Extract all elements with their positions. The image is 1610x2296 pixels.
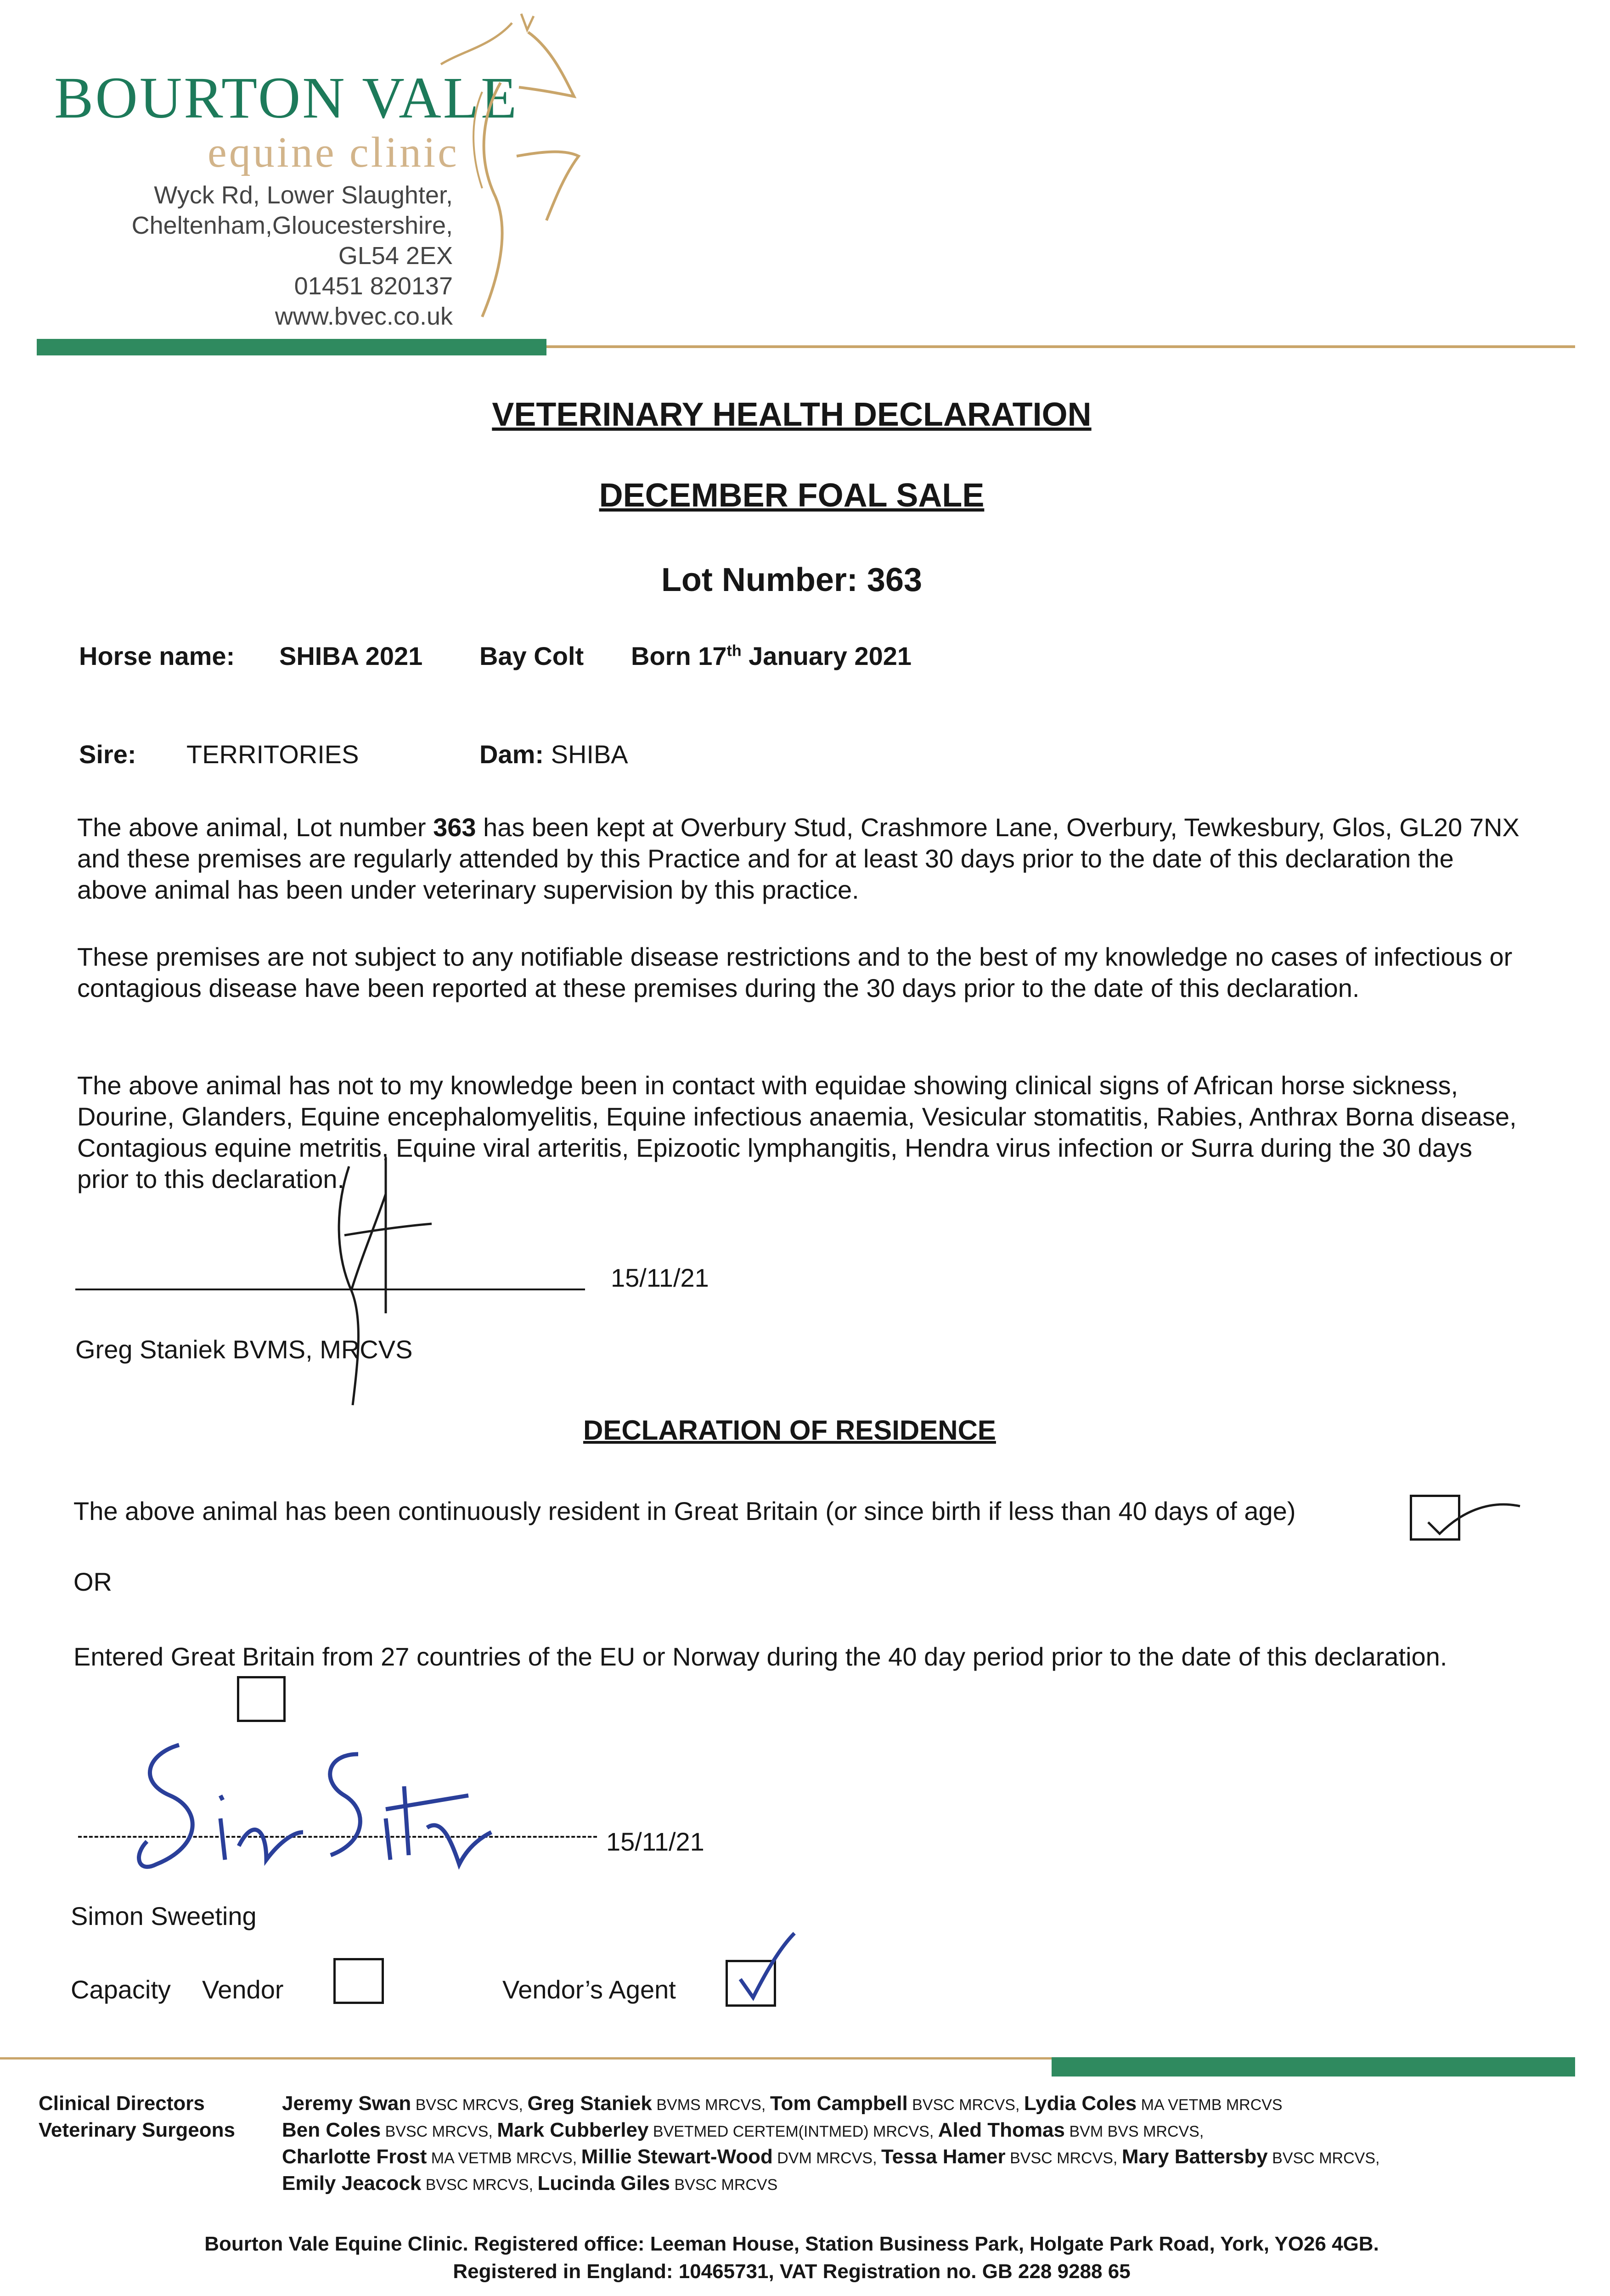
staff-name: Emily Jeacock [282, 2172, 422, 2195]
address-line-3: GL54 2EX [338, 242, 453, 270]
footer-label-directors: Clinical Directors [39, 2092, 205, 2115]
check-mark-icon [1424, 1486, 1525, 1541]
staff-qualification: DVM MRCVS, [772, 2150, 881, 2167]
clinic-name: BOURTON VALE [54, 65, 519, 130]
dam-label: Dam: [479, 740, 544, 769]
staff-name: Greg Staniek [527, 2092, 652, 2115]
company-registration: Registered in England: 10465731, VAT Registration no. GB 228 9288 65 [453, 2260, 1131, 2283]
contact-paragraph: The above animal has not to my knowledge been in contact with equidae showing clinical signs of African horse sickness, Dourine, Glanders, Equine encephalomyelitis, Equine infectious anaemia, Vesicular stomatitis, Rabies, Anthrax Borna disease, Contagious equine metritis, Equine viral arteritis, Epizootic lymphangitis, Hendra virus infection or Surra during the 30 days prior to this declaration. [77, 1071, 1517, 1193]
paragraph-1-end: has been kept at Overbury Stud, Crashmore Lane, Overbury, Tewkesbury, Glos, GL20 7NX and these premises are regularly attended by this Practice and for at least 30 days prior to the date of this declaration the above animal has been under veterinary supervision by this practice. [77, 813, 1520, 904]
residence-title: DECLARATION OF RESIDENCE [583, 1415, 996, 1446]
footer-rule-gold [0, 2057, 1052, 2060]
address-line-2: Cheltenham,Gloucestershire, [131, 212, 453, 239]
staff-qualification: MA VETMB MRCVS [1137, 2096, 1283, 2114]
clinic-subtitle: equine clinic [208, 129, 459, 176]
birth-date-ordinal: th [726, 642, 742, 660]
sire-name: TERRITORIES [186, 740, 359, 769]
staff-name: Lydia Coles [1024, 2092, 1137, 2115]
staff-line-4 [282, 2172, 777, 2195]
or-separator: OR [73, 1567, 112, 1596]
capacity-label: Capacity [71, 1975, 171, 2004]
vet-name: Greg Staniek BVMS, MRCVS [75, 1335, 413, 1364]
staff-qualification: BVSC MRCVS, [907, 2096, 1024, 2114]
document-subtitle: DECEMBER FOAL SALE [599, 477, 985, 514]
staff-name: Charlotte Frost [282, 2145, 427, 2168]
vet-signature [317, 1139, 455, 1414]
staff-name: Millie Stewart-Wood [581, 2145, 773, 2168]
staff-name: Lucinda Giles [537, 2172, 670, 2195]
website: www.bvec.co.uk [275, 303, 453, 330]
horse-description: Bay Colt [479, 642, 584, 670]
paragraph-1-start: The above animal, Lot number [77, 813, 433, 842]
staff-name: Jeremy Swan [282, 2092, 411, 2115]
staff-qualification: MA VETMB MRCVS, [427, 2150, 581, 2167]
staff-qualification: BVMS MRCVS, [652, 2096, 770, 2114]
horse-name-label: Horse name: [79, 642, 235, 670]
footer-label-surgeons: Veterinary Surgeons [39, 2119, 235, 2141]
staff-name: Mark Cubberley [497, 2119, 649, 2141]
registered-office: Bourton Vale Equine Clinic. Registered office: Leeman House, Station Business Park, Holgate Park Road, York, YO26 4GB. [204, 2233, 1379, 2255]
dam-name: SHIBA [551, 740, 628, 769]
address-line-1: Wyck Rd, Lower Slaughter, [154, 181, 453, 209]
staff-qualification: BVM BVS MRCVS, [1065, 2123, 1204, 2140]
staff-qualification: BVSC MRCVS, [1267, 2150, 1380, 2167]
horse-name: SHIBA 2021 [279, 642, 423, 670]
lot-label: Lot Number: [661, 562, 858, 598]
staff-name: Ben Coles [282, 2119, 381, 2141]
residence-option-entered: Entered Great Britain from 27 countries of the EU or Norway during the 40 day period prior to the date of this declaration. [73, 1642, 1447, 1671]
staff-qualification: BVETMED CERTEM(INTMED) MRCVS, [648, 2123, 938, 2140]
birth-date [631, 641, 912, 671]
paragraph-1-lot: 363 [433, 813, 476, 842]
staff-name: Mary Battersby [1121, 2145, 1268, 2168]
staff-qualification: BVSC MRCVS [670, 2176, 778, 2194]
phone-number: 01451 820137 [294, 272, 453, 300]
vendor-checkbox[interactable] [333, 1958, 384, 2004]
staff-name: Tessa Hamer [881, 2145, 1006, 2168]
birth-date-suffix: January 2021 [741, 642, 912, 670]
dam-field [479, 739, 628, 769]
footer-rule-green [1052, 2057, 1575, 2077]
header-rule-green [37, 339, 546, 355]
staff-line-1 [282, 2092, 1283, 2115]
vet-signature-date: 15/11/21 [611, 1263, 709, 1292]
birth-date-prefix: Born 17 [631, 642, 727, 670]
document-title: VETERINARY HEALTH DECLARATION [492, 396, 1092, 433]
vendor-signature-date: 15/11/21 [606, 1827, 704, 1856]
vendor-agent-label: Vendor’s Agent [502, 1975, 676, 2004]
disease-restrictions-paragraph: These premises are not subject to any notifiable disease restrictions and to the best of my knowledge no cases of infectious or contagious disease have been reported at these premises during the 30 days prior to the date of this declaration. [77, 942, 1513, 1002]
check-mark-icon [735, 1929, 799, 2007]
staff-qualification: BVSC MRCVS, [411, 2096, 528, 2114]
sire-label: Sire: [79, 740, 136, 769]
staff-name: Aled Thomas [938, 2119, 1065, 2141]
supervision-paragraph [77, 812, 1528, 906]
staff-qualification: BVSC MRCVS, [381, 2123, 497, 2140]
lot-number [0, 561, 1583, 599]
vendor-label: Vendor [202, 1975, 284, 2004]
staff-name: Tom Campbell [770, 2092, 908, 2115]
staff-qualification: BVSC MRCVS, [1005, 2150, 1122, 2167]
signer-name: Simon Sweeting [71, 1902, 257, 1930]
staff-line-2 [282, 2119, 1204, 2142]
staff-line-3 [282, 2145, 1379, 2168]
lot-value: 363 [867, 562, 923, 598]
header-rule-gold [546, 345, 1575, 348]
residence-option-continuous: The above animal has been continuously resident in Great Britain (or since birth if less than 40 days of age) [73, 1497, 1296, 1525]
entered-gb-checkbox[interactable] [237, 1676, 286, 1722]
staff-qualification: BVSC MRCVS, [421, 2176, 538, 2194]
vendor-signature [129, 1727, 496, 1883]
